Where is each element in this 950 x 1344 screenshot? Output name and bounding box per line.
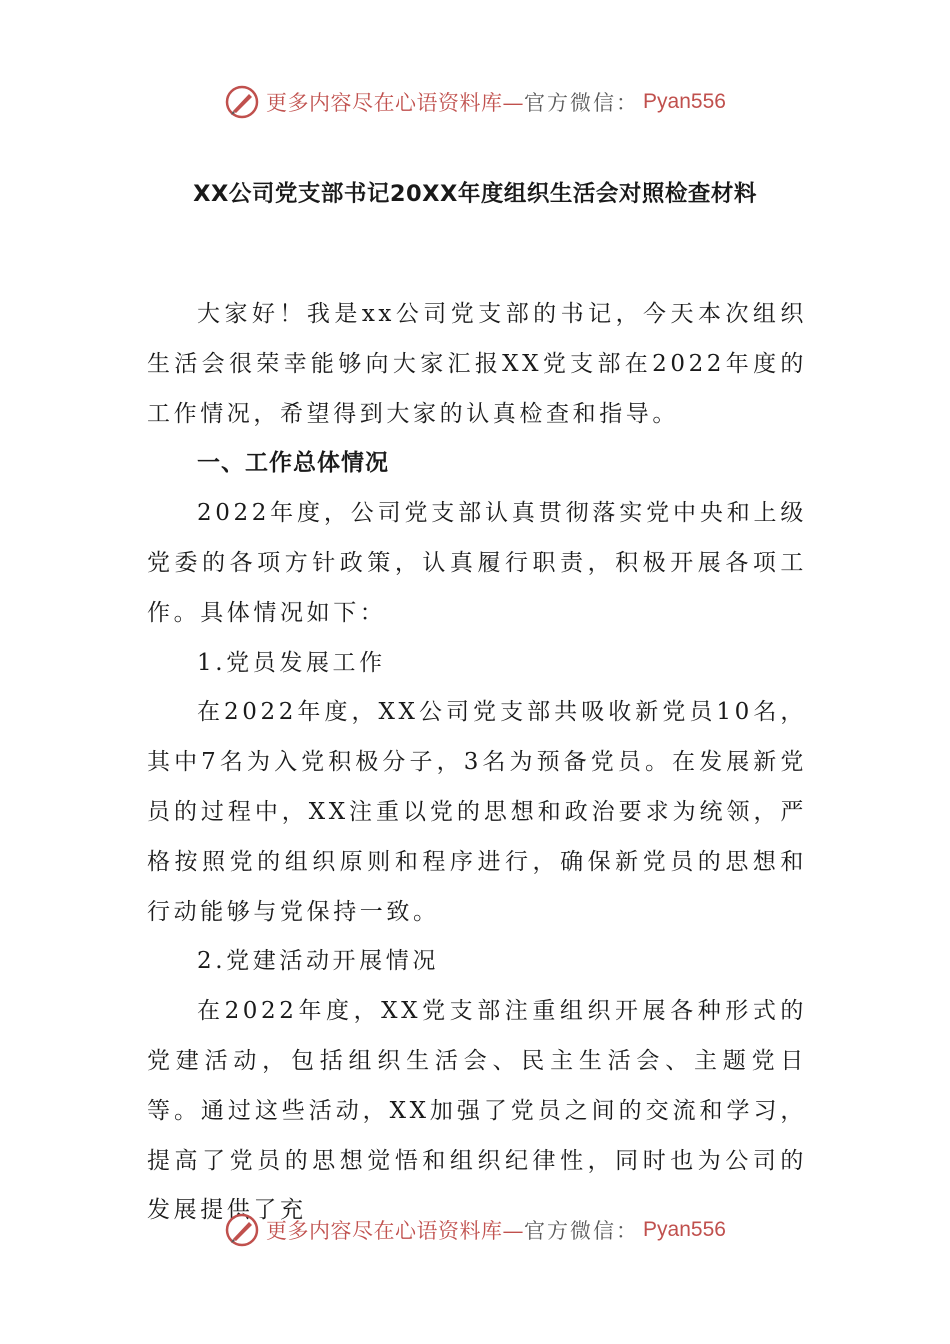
banner-wechat-id: Pyan556 (643, 90, 726, 113)
banner-wechat-id: Pyan556 (643, 1218, 726, 1241)
banner-promo-text: 更多内容尽在心语资料库— (266, 1219, 525, 1243)
document-title: XX公司党支部书记20XX年度组织生活会对照检查材料 (193, 181, 757, 207)
paragraph-overview: 2022年度，公司党支部认真贯彻落实党中央和上级党委的各项方针政策，认真履行职责，积极开展各项工作。具体情况如下： (147, 500, 807, 626)
document-body (147, 290, 807, 1236)
paragraph-member-development: 在2022年度，XX公司党支部共吸收新党员10名，其中7名为入党积极分子，3名为预备党员。在发展新党员的过程中，XX注重以党的思想和政治要求为统领，严格按照党的组织原则和程序进行，确保新党员的思想和行动能够与党保持一致。 (147, 699, 807, 925)
header-banner (0, 80, 950, 124)
paragraph-party-activities: 在2022年度，XX党支部注重组织开展各种形式的党建活动，包括组织生活会、民主生活会、主题党日等。通过这些活动，XX加强了党员之间的交流和学习，提高了党员的思想觉悟和组织纪律性，同时也为公司的发展提供了充 (147, 998, 807, 1224)
pen-circle-icon (224, 1212, 260, 1248)
footer-banner (0, 1208, 950, 1252)
subheading-party-activities: 2.党建活动开展情况 (197, 948, 439, 975)
pen-circle-icon (224, 84, 260, 120)
section-heading: 一、工作总体情况 (197, 450, 389, 477)
banner-wechat-label: 官方微信： (524, 91, 640, 115)
banner-wechat-label: 官方微信： (524, 1219, 640, 1243)
subheading-member-development: 1.党员发展工作 (197, 649, 386, 676)
banner-promo-text: 更多内容尽在心语资料库— (266, 91, 525, 115)
paragraph-intro: 大家好！我是xx公司党支部的书记，今天本次组织生活会很荣幸能够向大家汇报XX党支部在2022年度的工作情况，希望得到大家的认真检查和指导。 (147, 301, 807, 427)
